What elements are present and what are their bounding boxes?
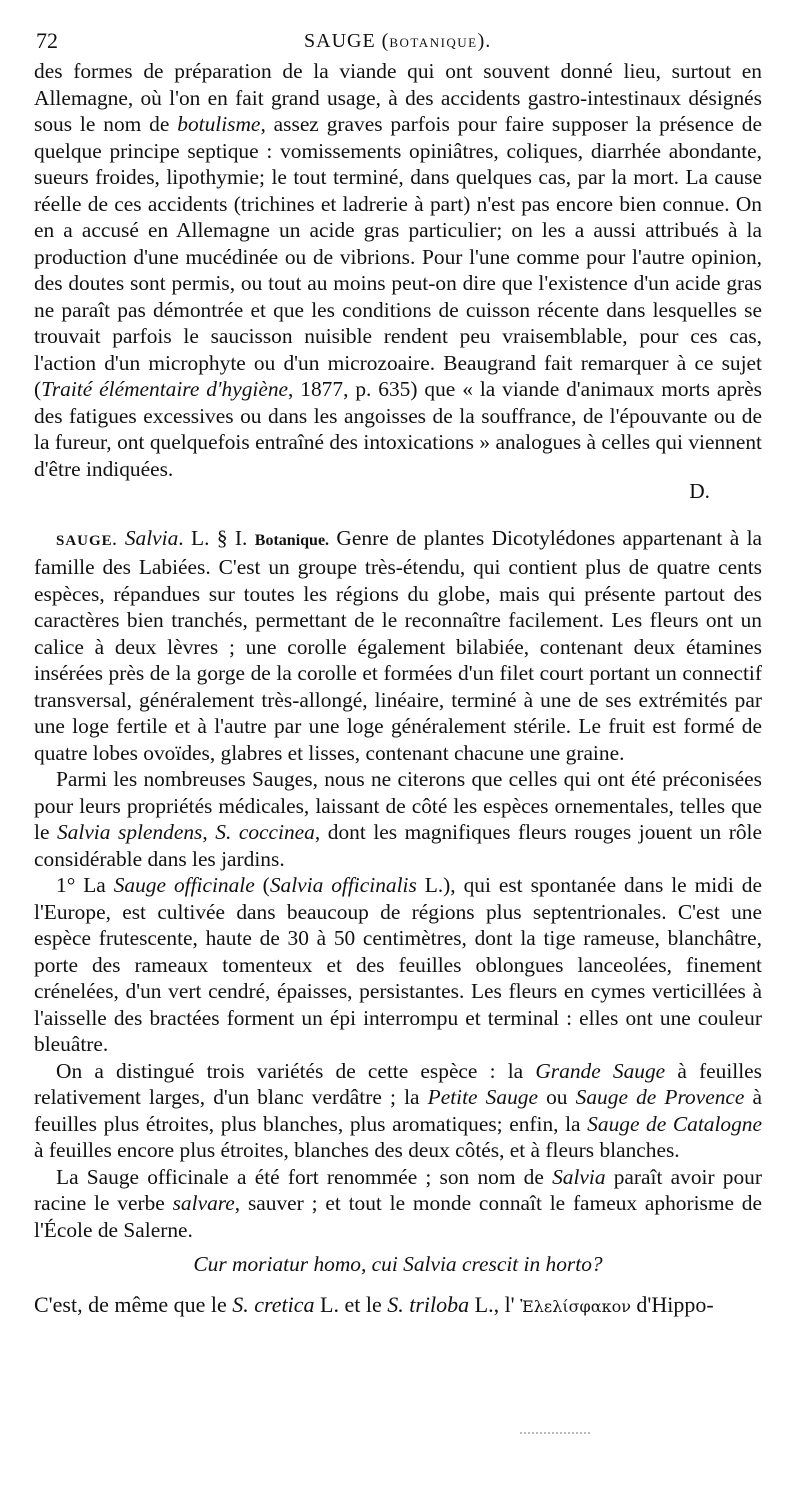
text-run: 1° La (56, 873, 114, 897)
section-sign: § I. (216, 525, 248, 550)
italic-term: salvare (172, 1191, 235, 1215)
text-run: à feuilles relativement larges, d'un blanc verdâtre ; la (34, 1058, 762, 1109)
text-run: On a distingué trois variétés de cette espèce : la (56, 1058, 536, 1083)
entry-paragraph-6 (34, 1292, 762, 1321)
scan-smudge (520, 1432, 590, 1437)
document-page (34, 26, 762, 1320)
author-abbrev: . L. (178, 525, 210, 550)
italic-term: Salvia splendens (56, 820, 203, 844)
italic-term: S. triloba (387, 1291, 470, 1317)
text-run: ( (254, 873, 270, 897)
signature: D. (689, 479, 710, 503)
italic-term: Sauge de Provence (575, 1085, 745, 1109)
italic-term: Sauge de Catalogne (587, 1111, 762, 1136)
text-run: , 1877, p. 635) que « la viande d'animaux morts après des fatigues excessives ou dans les angoisses de la souffrance, de l'épouvante ou de la fureur, ont quelquefois entraîné des intoxications » analogues à celles qui viennent d'être indiquées. (34, 377, 762, 481)
text-run: L.), qui est spontanée dans le midi de l'Europe, est cultivée dans beaucoup de régions plus septentrionales. C'est une espèce frutescente, haute de 30 à 50 centimètres, dont la tige rameuse, blanchâtre, porte des rameaux tomenteux et des feuilles oblongues lanceolées, finement crénelées, d'un vert cendré, épaisses, persistantes. Les fleurs en cymes verticillées à l'aisselle des bractées forment un épi interrompu et terminal : elles ont une couleur bleuâtre. (34, 873, 762, 1056)
text-run: La Sauge officinale a été fort renommée ; son nom de (56, 1164, 553, 1189)
text-run: , sauver ; et tout le monde connaît le fameux aphorisme de l'École de Salerne. (34, 1191, 762, 1242)
running-head-end: ). (477, 30, 492, 52)
italic-title: Traité élémentaire d'hygiène (41, 377, 289, 401)
italic-term: Salvia officinalis (269, 873, 417, 897)
entry-paragraph-4 (34, 1058, 762, 1164)
text-run: d'Hippo- (630, 1291, 714, 1317)
text-run: des formes de préparation de la viande qui ont souvent donné lieu, surtout en Allemagne, où l'on en fait grand usage, à des accidents gastro-intestinaux désignés sous le nom de (34, 59, 762, 136)
latin-name: Salvia (124, 525, 179, 550)
italic-term: botulisme (177, 112, 261, 136)
entry-paragraph-5 (34, 1164, 762, 1244)
text-run: à feuilles encore plus étroites, blanches des deux côtés, et à fleurs blanches. (34, 1138, 680, 1162)
italic-term: Grande Sauge (535, 1058, 666, 1083)
italic-term: Sauge officinale (113, 873, 255, 897)
italic-term: S. cretica (232, 1291, 315, 1317)
previous-article-paragraph (34, 58, 762, 482)
italic-term: Petite Sauge (427, 1085, 538, 1109)
entry-paragraph-1 (34, 525, 762, 767)
running-head (304, 30, 491, 53)
separator (34, 505, 762, 525)
text-run: L., l' (469, 1291, 521, 1317)
greek-term: Ἐλελίσφακον (520, 1296, 631, 1316)
text-run: , dont les magnifiques fleurs rouges jouent un rôle considérable dans les jardins. (34, 820, 762, 871)
text-run: , (202, 820, 216, 844)
text-run: C'est, de même que le (34, 1291, 233, 1317)
entry-paragraph-2 (34, 766, 762, 872)
section-title: Botanique. (254, 531, 330, 549)
text-run: ou (537, 1085, 576, 1109)
entry-paragraph-3 (34, 872, 762, 1058)
text-run: L. et le (314, 1291, 388, 1317)
running-head-small: BOTANIQUE (389, 35, 478, 50)
text-run: , assez graves parfois pour faire supposer la présence de quelque principe septique : vomissements opiniâtres, coliques, diarrhée abondante, sueurs froides, lipothymie; le tout terminé, dans quelques cas, par la mort. La cause réelle de ces accidents (trichines et ladrerie à part) n'est pas encore bien connue. On en a accusé en Allemagne un acide gras particulier; on les a aussi attribués à la production d'une mucédinée ou de vibrions. Pour l'une comme pour l'autre opinion, des doutes sont permis, ou tout au moins peut-on dire que l'existence d'un acide gras ne paraît pas démontrée et que les conditions de cuisson récente dans lesquelles se trouvait parfois le saucisson nuisible rendent peu vraisemblable, pour ces cas, l'action d'un microphyte ou d'un microzoaire. Beaugrand fait remarquer à ce sujet ( (34, 112, 762, 401)
page-number: 72 (36, 28, 58, 53)
page-header (34, 26, 762, 58)
italic-term: Salvia (552, 1164, 606, 1189)
text-run: paraît avoir pour racine le verbe (34, 1164, 762, 1215)
italic-term: S. coccinea (215, 820, 315, 844)
text-run: Parmi les nombreuses Sauges, nous ne citerons que celles qui ont été préconisées pour leurs propriétés médicales, laissant de côté les espèces ornementales, telles que le (34, 767, 762, 844)
text-run: Genre de plantes Dicotylédones appartenant à la famille des Labiées. C'est un groupe très-étendu, qui contient plus de quatre cents espèces, répandues sur toutes les régions du globe, mais qui présente partout des caractères bien tranchés, permettant de le reconnaître facilement. Les fleurs ont un calice à deux lèvres ; une corolle également bilabiée, contenant deux étamines insérées près de la gorge de la corolle et formées d'un filet court portant un connectif transversal, généralement très-allongé, linéaire, terminé à une de ses extrémités par une loge fertile et à l'autre par une loge généralement stérile. Le fruit est formé de quatre lobes ovoïdes, glabres et lisses, contenant chacune une graine. (34, 525, 763, 765)
running-head-main: SAUGE ( (304, 30, 390, 52)
text-run: à feuilles plus étroites, plus blanches, plus aromatiques; enfin, la (34, 1085, 763, 1136)
headword: SAUGE. (56, 532, 118, 549)
latin-quote: Cur moriatur homo, cui Salvia crescit in horto? (193, 1252, 603, 1276)
